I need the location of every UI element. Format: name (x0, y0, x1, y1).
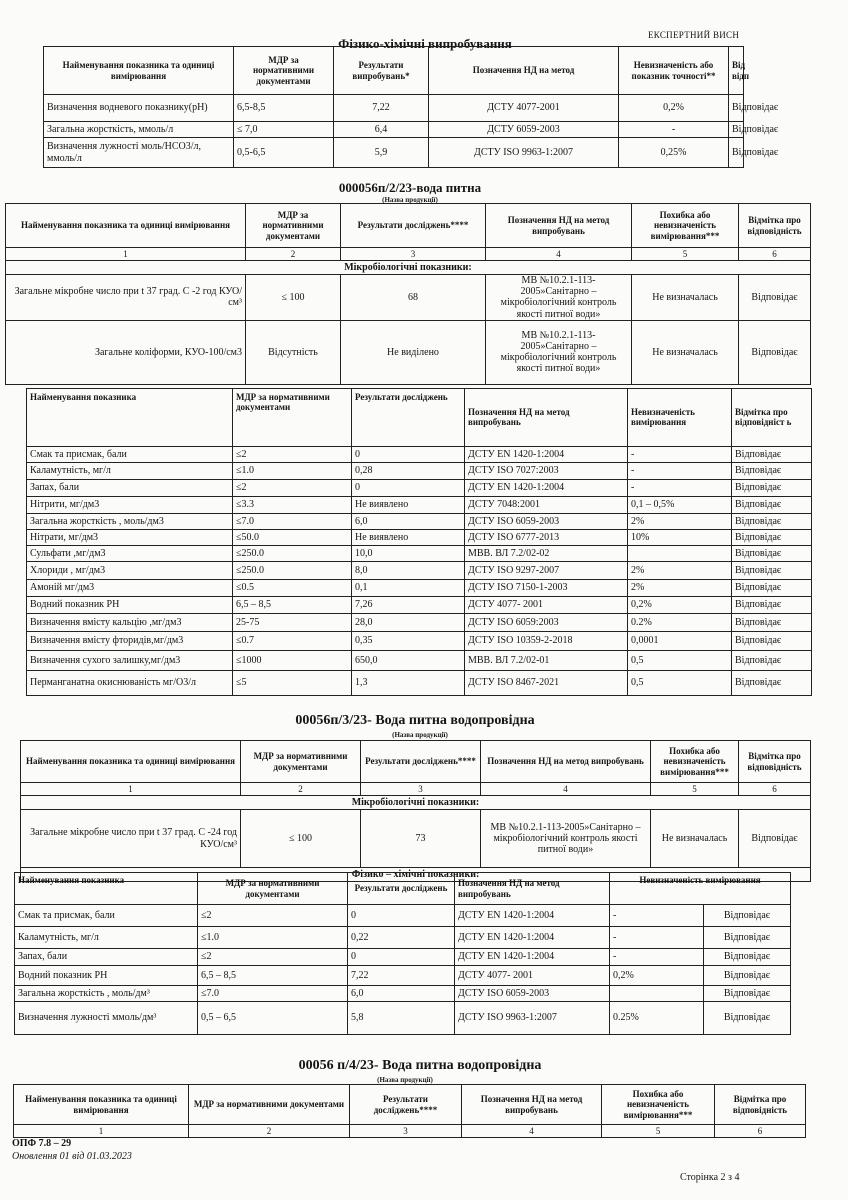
section5-cell (610, 986, 704, 1002)
table-row (27, 580, 812, 597)
s2-col-number: 3 (341, 248, 486, 261)
section3-cell: 2% (628, 562, 732, 580)
table-row (15, 905, 791, 927)
s1-cell: Відповідає (729, 122, 744, 138)
section3-cell: ДСТУ 7048:2001 (465, 497, 628, 514)
section3-cell: ≤5 (233, 671, 352, 696)
s3-header-name: Найменування показника (27, 389, 233, 447)
section5-cell: Смак та присмак, бали (15, 905, 198, 927)
section3-cell (628, 546, 732, 562)
section3-cell: 10,0 (352, 546, 465, 562)
s6-header-name: Найменування показника та одиниці вимірювання (14, 1085, 189, 1125)
section3-cell: 10% (628, 530, 732, 546)
section3-cell: ≤250.0 (233, 546, 352, 562)
s4-col-number: 4 (481, 783, 651, 796)
s1-cell: ДСТУ ISO 9963-1:2007 (429, 138, 619, 168)
page-header: ЕКСПЕРТНИЙ ВИСН (648, 30, 740, 40)
s1-cell: ≤ 7,0 (234, 122, 334, 138)
section3-cell: Відповідає (732, 546, 812, 562)
s1-cell: - (619, 122, 729, 138)
section3-cell: ДСТУ ISO 7027:2003 (465, 463, 628, 480)
section3-cell: ДСТУ ISO 6059-2003 (465, 514, 628, 530)
section3-cell: Амоній мг/дм3 (27, 580, 233, 597)
table-row (21, 810, 811, 868)
section5-cell: ≤2 (198, 949, 348, 966)
section3-cell: Відповідає (732, 497, 812, 514)
s4-col-number: 5 (651, 783, 739, 796)
revision-note: Оновлення 01 від 01.03.2023 (12, 1151, 132, 1162)
s1-cell: Відповідає (729, 95, 744, 122)
section2-title: 000056п/2/23-вода питна (338, 180, 482, 195)
section3-cell: 0,1 – 0,5% (628, 497, 732, 514)
section3-cell: Хлориди , мг/дм3 (27, 562, 233, 580)
table-row (15, 949, 791, 966)
section3-cell: 8,0 (352, 562, 465, 580)
section3-cell: 7,26 (352, 597, 465, 614)
section3-cell: 0,5 (628, 671, 732, 696)
section4-table (20, 740, 811, 882)
s1-cell: 0,2% (619, 95, 729, 122)
section5-cell: 0,22 (348, 927, 455, 949)
section3-cell: 0,1 (352, 580, 465, 597)
s2-header-compliance: Відмітка про відповідність (739, 204, 811, 248)
s1-cell: ДСТУ 6059-2003 (429, 122, 619, 138)
section3-cell: - (628, 463, 732, 480)
section3-cell: ДСТУ ISO 6059:2003 (465, 614, 628, 632)
section3-cell: 28,0 (352, 614, 465, 632)
section5-cell: Відповідає (704, 966, 791, 986)
s4-header-name: Найменування показника та одиниці вимірювання (21, 741, 241, 783)
table-row (6, 275, 811, 321)
table-row (6, 320, 811, 384)
section3-cell: ≤50.0 (233, 530, 352, 546)
section3-cell: ≤2 (233, 480, 352, 497)
s1-cell: 7,22 (334, 95, 429, 122)
table-row (27, 497, 812, 514)
section3-cell: Відповідає (732, 651, 812, 671)
section3-cell: 0.2% (628, 614, 732, 632)
section3-cell: ≤3.3 (233, 497, 352, 514)
section3-cell: МВВ. ВЛ 7.2/02-02 (465, 546, 628, 562)
section3-cell: 6,0 (352, 514, 465, 530)
section5-cell: ДСТУ EN 1420-1:2004 (455, 905, 610, 927)
s4-cell: 73 (361, 810, 481, 868)
table-row (27, 651, 812, 671)
s4-header-result: Результати досліджень**** (361, 741, 481, 783)
section3-cell: 0,28 (352, 463, 465, 480)
section3-cell: - (628, 480, 732, 497)
section3-cell: Відповідає (732, 614, 812, 632)
section5-cell: 0,5 – 6,5 (198, 1002, 348, 1035)
s4-cell: МВ №10.2.1-113-2005»Санітарно – мікробіологічний контроль якості питної води» (481, 810, 651, 868)
s2-cell: Не виділено (341, 320, 486, 384)
section1-table (43, 46, 779, 168)
section3-cell: Запах, бали (27, 480, 233, 497)
table-row (27, 562, 812, 580)
footer-left (12, 1137, 132, 1163)
section5-cell: Відповідає (704, 905, 791, 927)
table-row (27, 514, 812, 530)
s6-header-mdr: МДР за нормативними документами (189, 1085, 350, 1125)
section5-cell: 0 (348, 949, 455, 966)
section4-title: 00056п/3/23- Вода питна водопровідна (295, 713, 535, 728)
section3-cell: Нітрати, мг/дм3 (27, 530, 233, 546)
s6-col-number: 3 (350, 1125, 462, 1138)
section3-cell: ДСТУ ISO 7150-1-2003 (465, 580, 628, 597)
s4-col-number: 1 (21, 783, 241, 796)
s4-cell: Загальне мікробне число при t 37 град. С -24 год КУО/см³ (21, 810, 241, 868)
section3-table (26, 388, 812, 696)
section3-cell: Відповідає (732, 580, 812, 597)
section3-cell: 2% (628, 514, 732, 530)
s6-header-uncertainty: Похибка або невизначеність вимірювання*** (602, 1085, 715, 1125)
s1-header-name: Найменування показника та одиниці вимірювання (44, 47, 234, 95)
section5-cell: 6,0 (348, 986, 455, 1002)
s2-cell: 68 (341, 275, 486, 321)
s1-header-method: Позначення НД на метод (429, 47, 619, 95)
table-row (15, 1002, 791, 1035)
section3-cell: Визначення вмісту кальцію ,мг/дм3 (27, 614, 233, 632)
s2-cell: Не визначалась (632, 275, 739, 321)
s2-cell: Загальне коліформи, КУО-100/см3 (6, 320, 246, 384)
section5-cell: Визначення лужності ммоль/дм³ (15, 1002, 198, 1035)
section5-cell: Загальна жорсткість , моль/дм³ (15, 986, 198, 1002)
s1-cell: Визначення водневого показнику(рН) (44, 95, 234, 122)
section6-table (13, 1084, 806, 1138)
section3-cell: 1,3 (352, 671, 465, 696)
section3-cell: 650,0 (352, 651, 465, 671)
s1-cell: 0,25% (619, 138, 729, 168)
s4-header-compliance: Відмітка про відповідність (739, 741, 811, 783)
s4-cell: ≤ 100 (241, 810, 361, 868)
s4-section-label: Мікробіологічні показники: (21, 796, 811, 810)
s1-header-result: Результати випробувань* (334, 47, 429, 95)
s4-header-method: Позначення НД на метод випробувань (481, 741, 651, 783)
section5-cell: ≤1.0 (198, 927, 348, 949)
section5-cell: ДСТУ 4077- 2001 (455, 966, 610, 986)
section3-cell: Відповідає (732, 530, 812, 546)
section2-subtitle: (Назва продукції) (382, 196, 438, 204)
s5-header-uncertainty: Невизначеність вимірювання (610, 873, 791, 905)
section3-cell: 0,0001 (628, 632, 732, 651)
section3-cell: 25-75 (233, 614, 352, 632)
section3-cell: Відповідає (732, 632, 812, 651)
section3-cell: 0,5 (628, 651, 732, 671)
section3-cell: Загальна жорсткість , моль/дм3 (27, 514, 233, 530)
s6-col-number: 1 (14, 1125, 189, 1138)
section5-cell: 6,5 – 8,5 (198, 966, 348, 986)
s1-header-uncertainty: Невизначеність або показник точності** (619, 47, 729, 95)
section3-cell: ≤0.5 (233, 580, 352, 597)
section5-cell: ДСТУ ISO 9963-1:2007 (455, 1002, 610, 1035)
s2-cell: Відсутність (246, 320, 341, 384)
s6-col-number: 2 (189, 1125, 350, 1138)
s4-col-number: 2 (241, 783, 361, 796)
section3-cell: ДСТУ ISO 6777-2013 (465, 530, 628, 546)
section3-cell: Водний показник РН (27, 597, 233, 614)
s1-header-mdr: МДР за нормативними документами (234, 47, 334, 95)
section5-cell: Каламутність, мг/л (15, 927, 198, 949)
section3-cell: Відповідає (732, 480, 812, 497)
table-row (27, 480, 812, 497)
s2-header-name: Найменування показника та одиниці вимірювання (6, 204, 246, 248)
s2-cell: Відповідає (739, 320, 811, 384)
s4-cell: Не визначалась (651, 810, 739, 868)
section3-cell: 0,2% (628, 597, 732, 614)
s3-header-mdr: МДР за нормативними документами (233, 389, 352, 447)
table-row (44, 138, 744, 168)
s2-cell: МВ №10.2.1-113-2005»Санітарно – мікробіологічний контроль якості питної води» (486, 275, 632, 321)
s4-col-number: 3 (361, 783, 481, 796)
s2-col-number: 2 (246, 248, 341, 261)
section5-cell: ДСТУ EN 1420-1:2004 (455, 949, 610, 966)
table-row (15, 966, 791, 986)
section3-cell: 0,35 (352, 632, 465, 651)
s3-header-uncertainty: Невизначеність вимірювання (628, 389, 732, 447)
section5-cell: Відповідає (704, 986, 791, 1002)
s5-header-mdr: МДР за нормативними документами (198, 873, 348, 905)
page-number: Сторінка 2 з 4 (680, 1172, 740, 1183)
s6-header-result: Результати досліджень**** (350, 1085, 462, 1125)
s4-header-uncertainty: Похибка або невизначеність вимірювання*** (651, 741, 739, 783)
s2-col-number: 5 (632, 248, 739, 261)
section3-cell: Визначення сухого залишку,мг/дм3 (27, 651, 233, 671)
section4-subtitle: (Назва продукції) (392, 731, 448, 739)
s2-header-mdr: МДР за нормативними документами (246, 204, 341, 248)
table-row (44, 95, 744, 122)
s4-cell: Відповідає (739, 810, 811, 868)
s3-header-method: Позначення НД на метод випробувань (465, 389, 628, 447)
section3-cell: Смак та присмак, бали (27, 447, 233, 463)
table-row (27, 447, 812, 463)
section5-cell: 0 (348, 905, 455, 927)
s2-col-number: 6 (739, 248, 811, 261)
s2-cell: Не визначалась (632, 320, 739, 384)
section3-cell: Відповідає (732, 597, 812, 614)
section3-cell: ≤2 (233, 447, 352, 463)
section3-cell: ДСТУ ISO 9297-2007 (465, 562, 628, 580)
section3-cell: Відповідає (732, 463, 812, 480)
section5-cell: ≤2 (198, 905, 348, 927)
s6-col-number: 4 (462, 1125, 602, 1138)
section3-cell: Визначення вмісту фторидів,мг/дм3 (27, 632, 233, 651)
section3-cell: Відповідає (732, 562, 812, 580)
section3-cell: Сульфати ,мг/дм3 (27, 546, 233, 562)
section5-cell: 0,2% (610, 966, 704, 986)
s1-cell: ДСТУ 4077-2001 (429, 95, 619, 122)
section3-cell: Відповідає (732, 447, 812, 463)
section3-cell: ДСТУ ISO 10359-2-2018 (465, 632, 628, 651)
section3-cell: ДСТУ 4077- 2001 (465, 597, 628, 614)
s2-header-uncertainty: Похибка або невизначеність вимірювання*** (632, 204, 739, 248)
section3-cell: ДСТУ ISO 8467-2021 (465, 671, 628, 696)
section1-title: Фізико-хімічні випробування (338, 36, 512, 51)
section5-cell: - (610, 927, 704, 949)
section5-cell: Відповідає (704, 949, 791, 966)
s2-col-number: 1 (6, 248, 246, 261)
section5-cell: ДСТУ ISO 6059-2003 (455, 986, 610, 1002)
s1-cell: 5,9 (334, 138, 429, 168)
s2-cell: Загальне мікробне число при t 37 град. С -2 год КУО/см³ (6, 275, 246, 321)
section3-cell: Не виявлено (352, 530, 465, 546)
table-row (27, 671, 812, 696)
section3-cell: ≤250.0 (233, 562, 352, 580)
s2-header-result: Результати досліджень**** (341, 204, 486, 248)
s5-header-method: Позначення НД на метод випробувань (455, 873, 610, 905)
table-row (44, 122, 744, 138)
s1-header-compliance: Від відп (729, 47, 744, 95)
section5-cell: Відповідає (704, 1002, 791, 1035)
section3-cell: ДСТУ EN 1420-1:2004 (465, 447, 628, 463)
table-row (27, 463, 812, 480)
section3-cell: - (628, 447, 732, 463)
table-row (27, 546, 812, 562)
section5-cell: - (610, 905, 704, 927)
section5-cell: ≤7.0 (198, 986, 348, 1002)
section5-cell: Запах, бали (15, 949, 198, 966)
section5-cell: ДСТУ EN 1420-1:2004 (455, 927, 610, 949)
s6-header-method: Позначення НД на метод випробувань (462, 1085, 602, 1125)
s4-header-mdr: МДР за нормативними документами (241, 741, 361, 783)
s1-cell: 0,5-6,5 (234, 138, 334, 168)
section3-cell: Не виявлено (352, 497, 465, 514)
section2-table (5, 203, 811, 385)
s6-col-number: 6 (715, 1125, 806, 1138)
s1-cell: 6,4 (334, 122, 429, 138)
section3-cell: Каламутність, мг/л (27, 463, 233, 480)
section5-cell: 0.25% (610, 1002, 704, 1035)
section3-cell: ≤1.0 (233, 463, 352, 480)
form-code: ОПФ 7.8 – 29 (12, 1138, 72, 1149)
s1-cell: 6,5-8,5 (234, 95, 334, 122)
section3-cell: Перманганатна окиснюваність мг/О3/л (27, 671, 233, 696)
s3-header-result: Результати досліджень (352, 389, 465, 447)
section5-table (14, 872, 791, 1035)
section6-subtitle: (Назва продукції) (377, 1076, 433, 1084)
section5-cell: Водний показник РН (15, 966, 198, 986)
s1-cell: Загальна жорсткість, ммоль/л (44, 122, 234, 138)
s5-header-name: Найменування показника (15, 873, 198, 905)
s1-cell: Визначення лужності моль/НСО3/л, ммоль/л (44, 138, 234, 168)
s2-col-number: 4 (486, 248, 632, 261)
s5-section-label: Фізико – хімічні показники: (21, 868, 811, 882)
table-row (15, 927, 791, 949)
section3-cell: 2% (628, 580, 732, 597)
s6-col-number: 5 (602, 1125, 715, 1138)
section3-cell: МВВ. ВЛ 7.2/02-01 (465, 651, 628, 671)
section3-cell: 0 (352, 447, 465, 463)
section5-cell: 7,22 (348, 966, 455, 986)
s1-cell: Відповідає (729, 138, 744, 168)
table-row (27, 614, 812, 632)
s2-cell: ≤ 100 (246, 275, 341, 321)
section5-cell: Відповідає (704, 927, 791, 949)
s2-header-method: Позначення НД на метод випробувань (486, 204, 632, 248)
s6-header-compliance: Відмітка про відповідність (715, 1085, 806, 1125)
s5-header-result: Результати досліджень (348, 873, 455, 905)
s2-cell: Відповідає (739, 275, 811, 321)
section5-cell: 5,8 (348, 1002, 455, 1035)
section3-cell: Нітрити, мг/дм3 (27, 497, 233, 514)
s2-section-label: Мікробіологічні показники: (6, 261, 811, 275)
section3-cell: 6,5 – 8,5 (233, 597, 352, 614)
section3-cell: ≤7.0 (233, 514, 352, 530)
section5-cell: - (610, 949, 704, 966)
table-row (15, 986, 791, 1002)
s2-cell: МВ №10.2.1-113-2005»Санітарно – мікробіологічний контроль якості питної води» (486, 320, 632, 384)
section3-cell: ≤0.7 (233, 632, 352, 651)
s3-header-compliance: Відмітка про відповідніст ь (732, 389, 812, 447)
section3-cell: 0 (352, 480, 465, 497)
section3-cell: Відповідає (732, 671, 812, 696)
table-row (27, 530, 812, 546)
section3-cell: Відповідає (732, 514, 812, 530)
table-row (27, 597, 812, 614)
s4-col-number: 6 (739, 783, 811, 796)
table-row (27, 632, 812, 651)
section3-cell: ≤1000 (233, 651, 352, 671)
section3-cell: ДСТУ EN 1420-1:2004 (465, 480, 628, 497)
section6-title: 00056 п/4/23- Вода питна водопровідна (298, 1058, 542, 1073)
